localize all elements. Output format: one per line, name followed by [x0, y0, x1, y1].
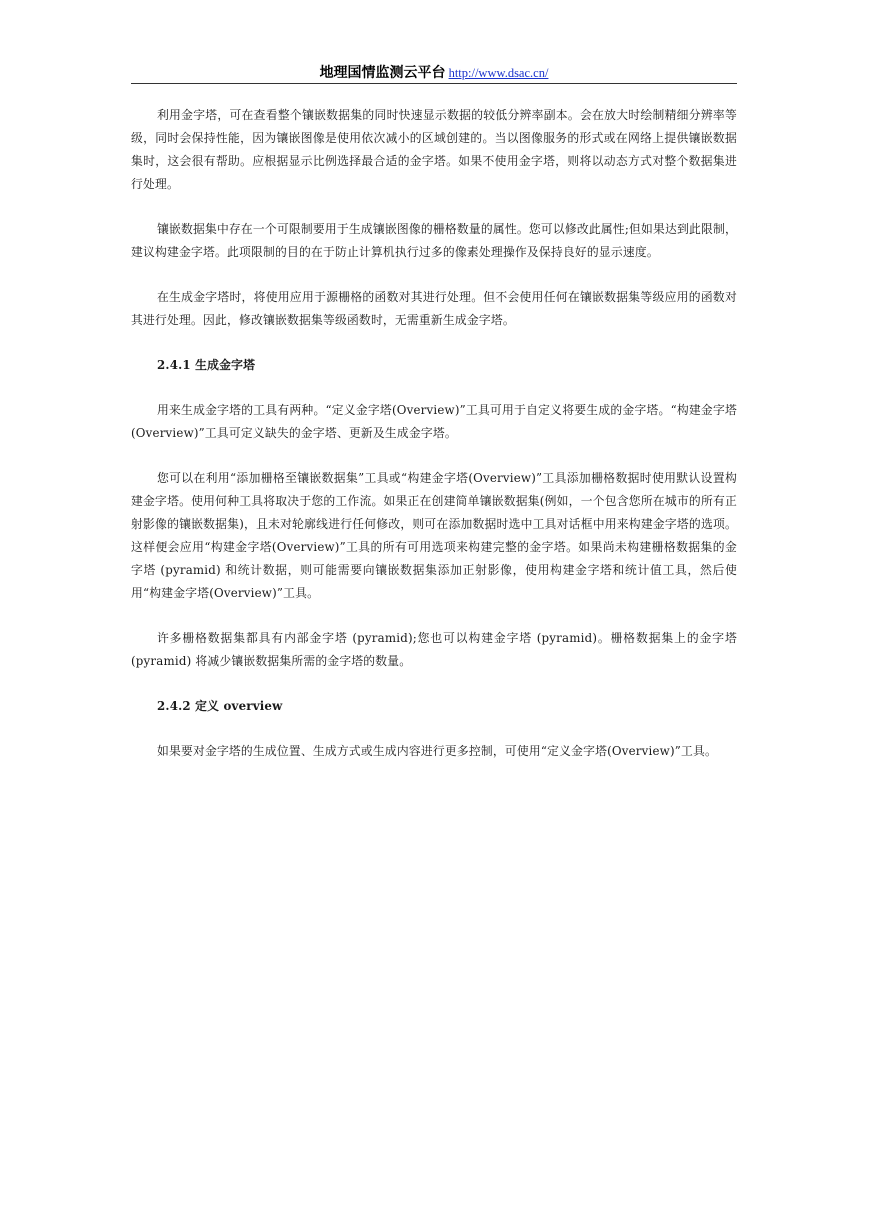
paragraph-pyramid-tools: 用来生成金字塔的工具有两种。“定义金字塔(Overview)”工具可用于自定义将要生成的金字塔。“构建金字塔(Overview)”工具可定义缺失的金字塔、更新及生成金字塔。	[131, 403, 737, 440]
document-body	[131, 104, 737, 785]
paragraph-build-pyramid-workflow: 您可以在利用“添加栅格至镶嵌数据集”工具或“构建金字塔(Overview)”工具添加栅格数据时使用默认设置构建金字塔。使用何种工具将取决于您的工作流。如果正在创建简单镶嵌数据集(例如，一个包含您所在城市的所有正射影像的镶嵌数据集)，且未对轮廓线进行任何修改，则可在添加数据时选中工具对话框中用来构建金字塔的选项。这样便会应用“构建金字塔(Overview)”工具的所有可用选项来构建完整的金字塔。如果尚未构建栅格数据集的金字塔 (pyramid) 和统计数据，则可能需要向镶嵌数据集添加正射影像，使用构建金字塔和统计值工具，然后使用“构建金字塔(Overview)”工具。	[131, 471, 737, 600]
section-heading-define-overview: 2.4.2 定义 overview	[157, 699, 283, 713]
paragraph-pyramid-intro: 利用金字塔，可在查看整个镶嵌数据集的同时快速显示数据的较低分辨率副本。会在放大时绘制精细分辨率等级，同时会保持性能，因为镶嵌图像是使用依次减小的区域创建的。当以图像服务的形式或在网络上提供镶嵌数据集时，这会很有帮助。应根据显示比例选择最合适的金字塔。如果不使用金字塔，则将以动态方式对整个数据集进行处理。	[131, 108, 737, 191]
page-header	[131, 62, 737, 82]
header-title: 地理国情监测云平台	[319, 65, 446, 81]
header-url-link[interactable]: http://www.dsac.cn/	[448, 66, 549, 80]
paragraph-define-overview: 如果要对金字塔的生成位置、生成方式或生成内容进行更多控制，可使用“定义金字塔(Overview)”工具。	[156, 744, 717, 758]
paragraph-internal-pyramid: 许多栅格数据集都具有内部金字塔 (pyramid);您也可以构建金字塔 (pyramid)。栅格数据集上的金字塔 (pyramid) 将减少镶嵌数据集所需的金字塔的数量。	[131, 631, 737, 668]
paragraph-function-processing: 在生成金字塔时，将使用应用于源栅格的函数对其进行处理。但不会使用任何在镶嵌数据集等级应用的函数对其进行处理。因此，修改镶嵌数据集等级函数时，无需重新生成金字塔。	[131, 290, 737, 327]
section-heading-generate-pyramid: 2.4.1 生成金字塔	[157, 358, 256, 372]
paragraph-raster-limit: 镶嵌数据集中存在一个可限制要用于生成镶嵌图像的栅格数量的属性。您可以修改此属性;但如果达到此限制，建议构建金字塔。此项限制的目的在于防止计算机执行过多的像素处理操作及保持良好的显示速度。	[131, 222, 737, 259]
header-divider	[131, 83, 737, 84]
